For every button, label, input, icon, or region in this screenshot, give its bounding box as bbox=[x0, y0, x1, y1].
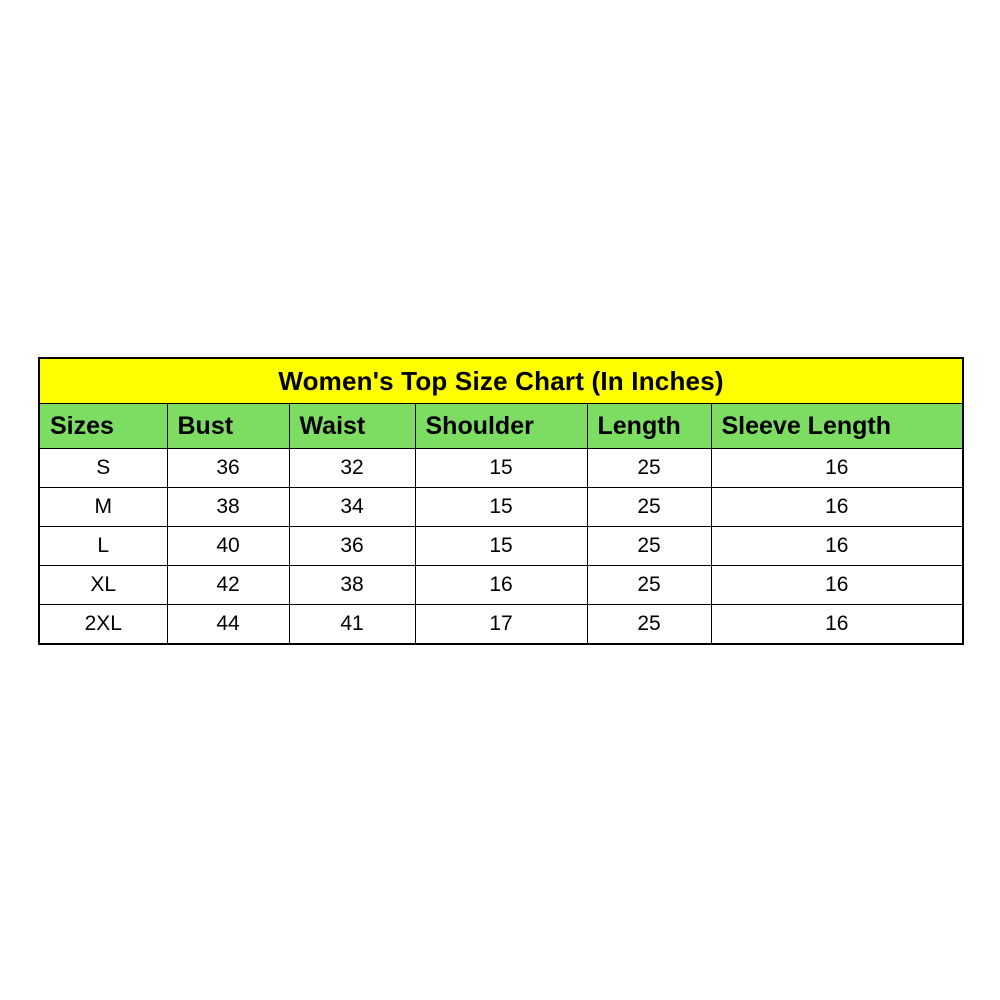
cell-waist: 38 bbox=[289, 566, 415, 605]
cell-sleeve-length: 16 bbox=[711, 605, 963, 645]
column-header-sizes: Sizes bbox=[39, 404, 167, 449]
cell-size: L bbox=[39, 527, 167, 566]
cell-shoulder: 16 bbox=[415, 566, 587, 605]
table-header-row bbox=[39, 404, 963, 449]
table-row bbox=[39, 605, 963, 645]
cell-length: 25 bbox=[587, 566, 711, 605]
table-row bbox=[39, 566, 963, 605]
table-row bbox=[39, 449, 963, 488]
cell-size: 2XL bbox=[39, 605, 167, 645]
cell-bust: 36 bbox=[167, 449, 289, 488]
cell-sleeve-length: 16 bbox=[711, 488, 963, 527]
cell-size: S bbox=[39, 449, 167, 488]
cell-length: 25 bbox=[587, 527, 711, 566]
size-chart-table bbox=[38, 357, 964, 645]
table-row bbox=[39, 488, 963, 527]
size-chart-container bbox=[38, 357, 962, 645]
cell-size: XL bbox=[39, 566, 167, 605]
cell-bust: 44 bbox=[167, 605, 289, 645]
column-header-bust: Bust bbox=[167, 404, 289, 449]
cell-size: M bbox=[39, 488, 167, 527]
column-header-waist: Waist bbox=[289, 404, 415, 449]
column-header-shoulder: Shoulder bbox=[415, 404, 587, 449]
cell-shoulder: 15 bbox=[415, 527, 587, 566]
cell-waist: 34 bbox=[289, 488, 415, 527]
cell-bust: 42 bbox=[167, 566, 289, 605]
cell-sleeve-length: 16 bbox=[711, 527, 963, 566]
cell-length: 25 bbox=[587, 605, 711, 645]
chart-title: Women's Top Size Chart (In Inches) bbox=[39, 358, 963, 404]
cell-bust: 40 bbox=[167, 527, 289, 566]
cell-length: 25 bbox=[587, 449, 711, 488]
cell-shoulder: 17 bbox=[415, 605, 587, 645]
column-header-length: Length bbox=[587, 404, 711, 449]
cell-sleeve-length: 16 bbox=[711, 449, 963, 488]
column-header-sleeve-length: Sleeve Length bbox=[711, 404, 963, 449]
cell-length: 25 bbox=[587, 488, 711, 527]
cell-bust: 38 bbox=[167, 488, 289, 527]
cell-waist: 36 bbox=[289, 527, 415, 566]
chart-title-row bbox=[39, 358, 963, 404]
cell-shoulder: 15 bbox=[415, 449, 587, 488]
table-row bbox=[39, 527, 963, 566]
cell-sleeve-length: 16 bbox=[711, 566, 963, 605]
cell-shoulder: 15 bbox=[415, 488, 587, 527]
cell-waist: 32 bbox=[289, 449, 415, 488]
cell-waist: 41 bbox=[289, 605, 415, 645]
